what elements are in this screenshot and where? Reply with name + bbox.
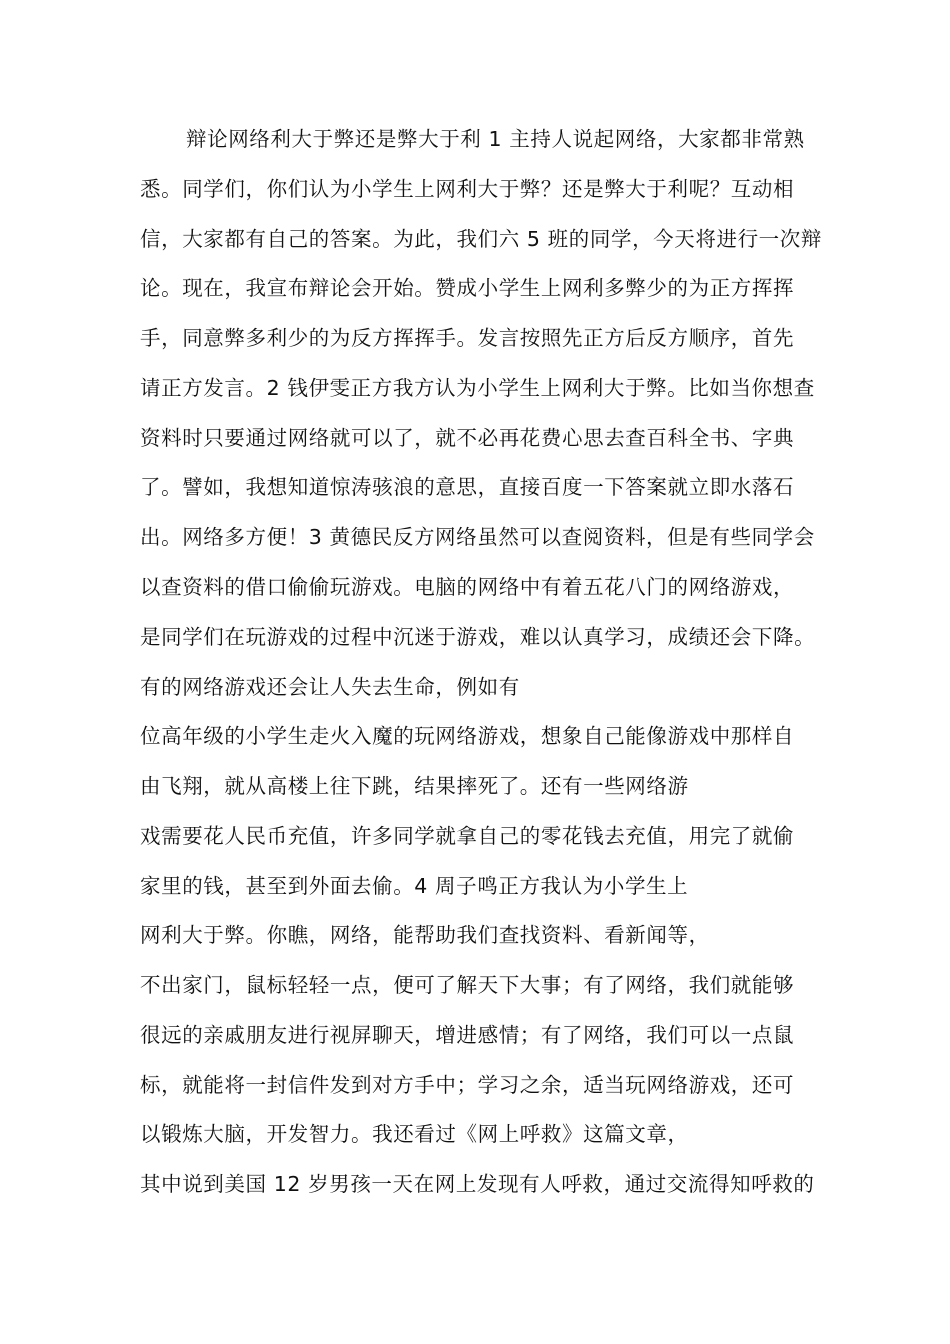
text-line-16: 家里的钱，甚至到外面去偷。4 周子鸣正方我认为小学生上 (140, 874, 689, 898)
text-line-12: 有的网络游戏还会让人失去生命，例如有 (140, 675, 520, 699)
text-line-18: 不出家门，鼠标轻轻一点，便可了解天下大事；有了网络，我们就能够 (140, 973, 795, 997)
text-line-4: 论。现在，我宣布辩论会开始。赞成小学生上网利多弊少的为正方挥挥 (140, 276, 795, 300)
text-line-21: 以锻炼大脑，开发智力。我还看过《网上呼救》这篇文章， (140, 1122, 689, 1146)
text-line-10: 以查资料的借口偷偷玩游戏。电脑的网络中有着五花八门的网络游戏， (140, 575, 795, 599)
text-line-15: 戏需要花人民币充值，许多同学就拿自己的零花钱去充值，用完了就偷 (140, 824, 795, 848)
text-line-3: 信，大家都有自己的答案。为此，我们六 5 班的同学，今天将进行一次辩 (140, 227, 822, 251)
text-line-22: 其中说到美国 12 岁男孩一天在网上发现有人呼救，通过交流得知呼救的 (140, 1172, 815, 1196)
text-line-20: 标，就能将一封信件发到对方手中；学习之余，适当玩网络游戏，还可 (140, 1073, 795, 1097)
text-line-13: 位高年级的小学生走火入魔的玩网络游戏，想象自己能像游戏中那样自 (140, 724, 795, 748)
text-line-1: 辩论网络利大于弊还是弊大于利 1 主持人说起网络，大家都非常熟 (186, 127, 805, 151)
text-line-2: 悉。同学们，你们认为小学生上网利大于弊？还是弊大于利呢？互动相 (140, 177, 795, 201)
text-line-17: 网利大于弊。你瞧，网络，能帮助我们查找资料、看新闻等， (140, 923, 710, 947)
text-line-19: 很远的亲戚朋友进行视屏聊天，增进感情；有了网络，我们可以一点鼠 (140, 1023, 795, 1047)
text-line-9: 出。网络多方便！3 黄德民反方网络虽然可以查阅资料，但是有些同学会 (140, 525, 815, 549)
text-line-7: 资料时只要通过网络就可以了，就不必再花费心思去查百科全书、字典 (140, 426, 795, 450)
text-line-14: 由飞翔，就从高楼上往下跳，结果摔死了。还有一些网络游 (140, 774, 689, 798)
text-line-5: 手，同意弊多利少的为反方挥挥手。发言按照先正方后反方顺序，首先 (140, 326, 795, 350)
text-line-11: 是同学们在玩游戏的过程中沉迷于游戏，难以认真学习，成绩还会下降。 (140, 625, 816, 649)
text-line-6: 请正方发言。2 钱伊雯正方我方认为小学生上网利大于弊。比如当你想查 (140, 376, 815, 400)
text-line-8: 了。譬如，我想知道惊涛骇浪的意思，直接百度一下答案就立即水落石 (140, 475, 795, 499)
